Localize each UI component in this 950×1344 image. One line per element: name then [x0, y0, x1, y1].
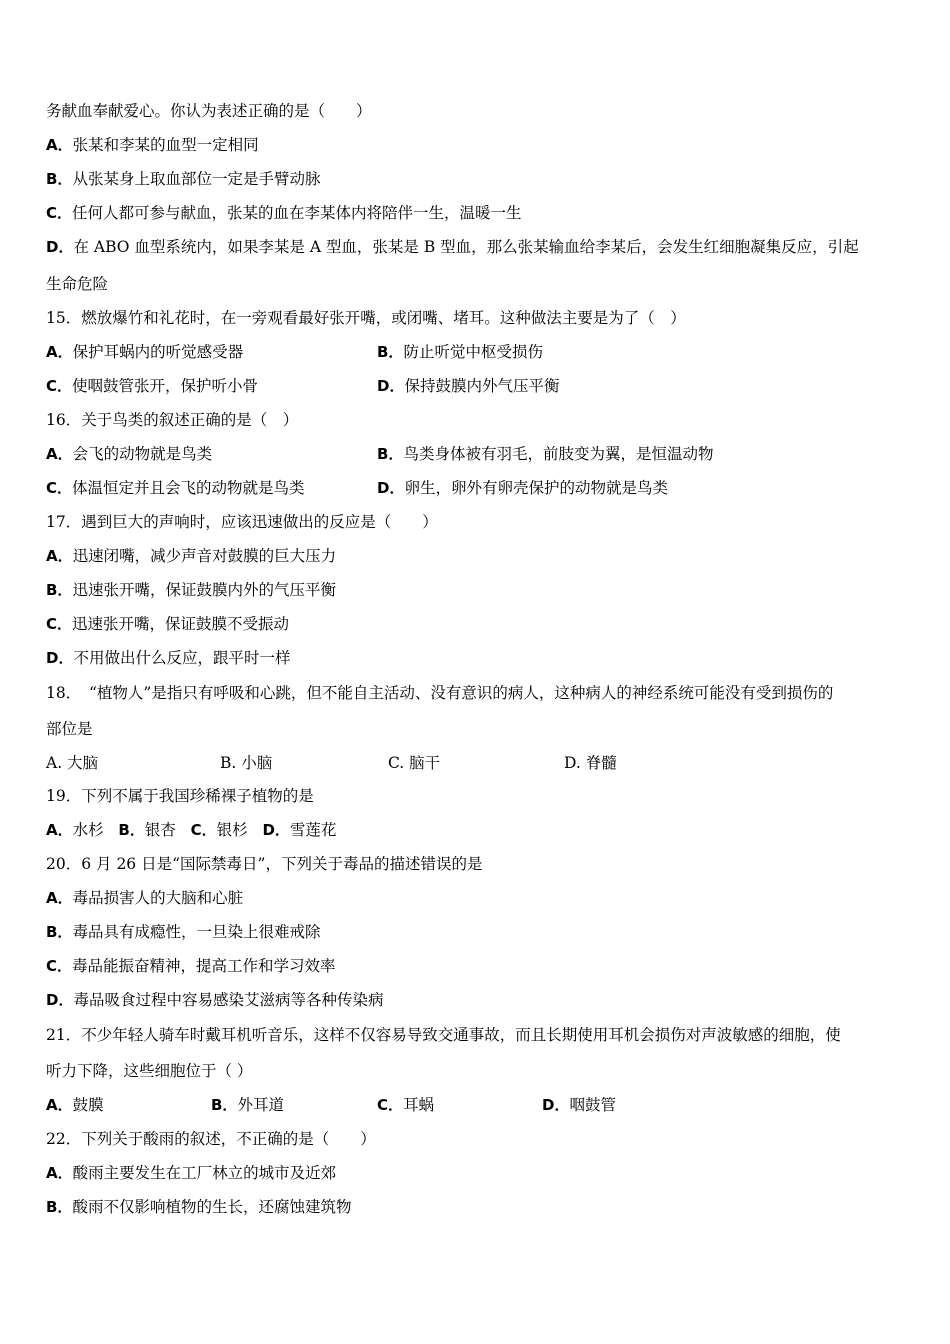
q14-option-c [46, 203, 522, 223]
option-label-a: A． [46, 136, 73, 154]
option-label-c: C． [46, 957, 73, 975]
q17-option-d [46, 648, 290, 668]
q14-option-d [46, 237, 859, 257]
q21-option-d [542, 1095, 616, 1115]
q20-option-a [46, 888, 243, 908]
q20-stem: 20．6 月 26 日是“国际禁毒日”，下列关于毒品的描述错误的是 [46, 855, 483, 873]
q20-option-c-text: 毒品能振奋精神，提高工作和学习效率 [72, 957, 336, 975]
q19-option-b-text: 银杏 [144, 821, 176, 839]
q18-option-a: A. 大脑 [46, 754, 99, 772]
q14-option-b-text: 从张某身上取血部位一定是手臂动脉 [72, 170, 321, 188]
q15-stem: 15．燃放爆竹和礼花时，在一旁观看最好张开嘴，或闭嘴、堵耳。这种做法主要是为了（ ） [46, 309, 686, 327]
q21-option-d-text: 咽鼓管 [569, 1096, 616, 1114]
q20-option-c [46, 956, 336, 976]
option-label-c: C． [46, 615, 73, 633]
option-label-b: B． [46, 923, 73, 941]
q18-stem: 18． “植物人”是指只有呼吸和心跳，但不能自主活动、没有意识的病人，这种病人的神经系统可能没有受到损伤的 [46, 684, 834, 702]
q15-option-c-text: 使咽鼓管张开，保护听小骨 [72, 377, 259, 395]
q15-option-d-text: 保持鼓膜内外气压平衡 [404, 377, 560, 395]
option-label-c: C． [46, 204, 73, 222]
option-label-b: B． [46, 170, 73, 188]
q17-stem: 17．遇到巨大的声响时，应该迅速做出的反应是（ ） [46, 513, 438, 531]
q17-option-a-text: 迅速闭嘴，减少声音对鼓膜的巨大压力 [72, 547, 337, 565]
option-label-c: C． [377, 1096, 404, 1114]
option-label-d: D． [46, 649, 74, 667]
option-label-a: A． [46, 547, 73, 565]
q18-option-b: B. 小脑 [220, 754, 273, 772]
q17-option-d-text: 不用做出什么反应，跟平时一样 [73, 649, 291, 667]
q22-stem: 22．下列关于酸雨的叙述，不正确的是（ ） [46, 1130, 376, 1148]
q16-stem: 16．关于鸟类的叙述正确的是（ ） [46, 411, 299, 429]
q16-option-a-text: 会飞的动物就是鸟类 [72, 445, 213, 463]
q20-option-d-text: 毒品吸食过程中容易感染艾滋病等各种传染病 [73, 991, 384, 1009]
q16-option-d [377, 478, 668, 498]
q14-option-b [46, 169, 320, 189]
q18-option-d: D. 脊髓 [564, 754, 617, 772]
q14-option-a-text: 张某和李某的血型一定相同 [72, 136, 259, 154]
q21-option-c [377, 1095, 434, 1115]
q20-option-a-text: 毒品损害人的大脑和心脏 [72, 889, 244, 907]
q16-option-b-text: 鸟类身体被有羽毛，前肢变为翼，是恒温动物 [403, 445, 714, 463]
q15-option-a [46, 342, 243, 362]
q15-option-a-text: 保护耳蜗内的听觉感受器 [72, 343, 244, 361]
q18-stem-cont: 部位是 [46, 720, 93, 738]
q21-option-a-text: 鼓膜 [72, 1096, 104, 1114]
q21-stem: 21．不少年轻人骑车时戴耳机听音乐，这样不仅容易导致交通事故，而且长期使用耳机会损伤对声波敏感的细胞，使 [46, 1026, 841, 1044]
q19-option-d-text: 雪莲花 [289, 821, 337, 839]
q22-option-a [46, 1163, 336, 1183]
option-label-a: A． [46, 343, 73, 361]
option-label-b: B． [46, 581, 73, 599]
option-label-d: D． [46, 238, 74, 256]
q21-stem-cont: 听力下降，这些细胞位于（ ） [46, 1062, 253, 1080]
option-label-c: C． [190, 821, 217, 839]
q19-option-a-text: 水杉 [72, 821, 104, 839]
option-label-b: B． [118, 821, 145, 839]
option-label-d: D． [377, 479, 405, 497]
q20-option-b-text: 毒品具有成瘾性，一旦染上很难戒除 [72, 923, 321, 941]
option-label-a: A． [46, 1164, 73, 1182]
q14-option-c-text: 任何人都可参与献血，张某的血在李某体内将陪伴一生，温暖一生 [72, 204, 522, 222]
q21-option-a [46, 1095, 104, 1115]
option-label-d: D． [46, 991, 74, 1009]
option-label-b: B． [211, 1096, 238, 1114]
q17-option-c [46, 614, 289, 634]
q15-option-d [377, 376, 559, 396]
option-label-d: D． [542, 1096, 570, 1114]
q15-option-b-text: 防止听觉中枢受损伤 [403, 343, 543, 361]
q16-option-b [377, 444, 713, 464]
option-label-a: A． [46, 445, 73, 463]
q14-option-d-cont: 生命危险 [46, 275, 109, 293]
q21-option-b [211, 1095, 284, 1115]
q15-option-b [377, 342, 543, 362]
option-label-b: B． [377, 343, 404, 361]
option-label-a: A． [46, 821, 73, 839]
q20-option-b [46, 922, 320, 942]
q19-option-c-text: 银杉 [216, 821, 248, 839]
option-label-c: C． [46, 377, 73, 395]
q18-option-c: C. 脑干 [388, 754, 441, 772]
q22-option-b [46, 1197, 351, 1217]
q20-option-d [46, 990, 383, 1010]
q14-option-a [46, 135, 259, 155]
q22-option-b-text: 酸雨不仅影响植物的生长，还腐蚀建筑物 [72, 1198, 352, 1216]
q15-option-c [46, 376, 258, 396]
q16-option-c [46, 478, 305, 498]
option-label-a: A． [46, 889, 73, 907]
q16-option-c-text: 体温恒定并且会飞的动物就是鸟类 [72, 479, 305, 497]
option-label-d: D． [377, 377, 405, 395]
option-label-b: B． [377, 445, 404, 463]
q21-option-c-text: 耳蜗 [403, 1096, 435, 1114]
q21-option-b-text: 外耳道 [237, 1096, 284, 1114]
q16-option-a [46, 444, 212, 464]
q14-option-d-text: 在 ABO 血型系统内，如果李某是 A 型血，张某是 B 型血，那么张某输血给李某后，会发生红细胞凝集反应，引起 [73, 238, 859, 256]
q17-option-b [46, 580, 336, 600]
q17-option-a [46, 546, 336, 566]
q22-option-a-text: 酸雨主要发生在工厂林立的城市及近郊 [72, 1164, 337, 1182]
q17-option-c-text: 迅速张开嘴，保证鼓膜不受振动 [72, 615, 290, 633]
q14-stem-tail: 务献血奉献爱心。你认为表述正确的是（ ） [46, 102, 372, 120]
option-label-a: A． [46, 1096, 73, 1114]
q19-stem: 19．下列不属于我国珍稀裸子植物的是 [46, 787, 314, 805]
q19-options [46, 820, 336, 840]
q17-option-b-text: 迅速张开嘴，保证鼓膜内外的气压平衡 [72, 581, 336, 599]
q16-option-d-text: 卵生，卵外有卵壳保护的动物就是鸟类 [404, 479, 668, 497]
option-label-d: D． [262, 821, 290, 839]
option-label-b: B． [46, 1198, 73, 1216]
option-label-c: C． [46, 479, 73, 497]
